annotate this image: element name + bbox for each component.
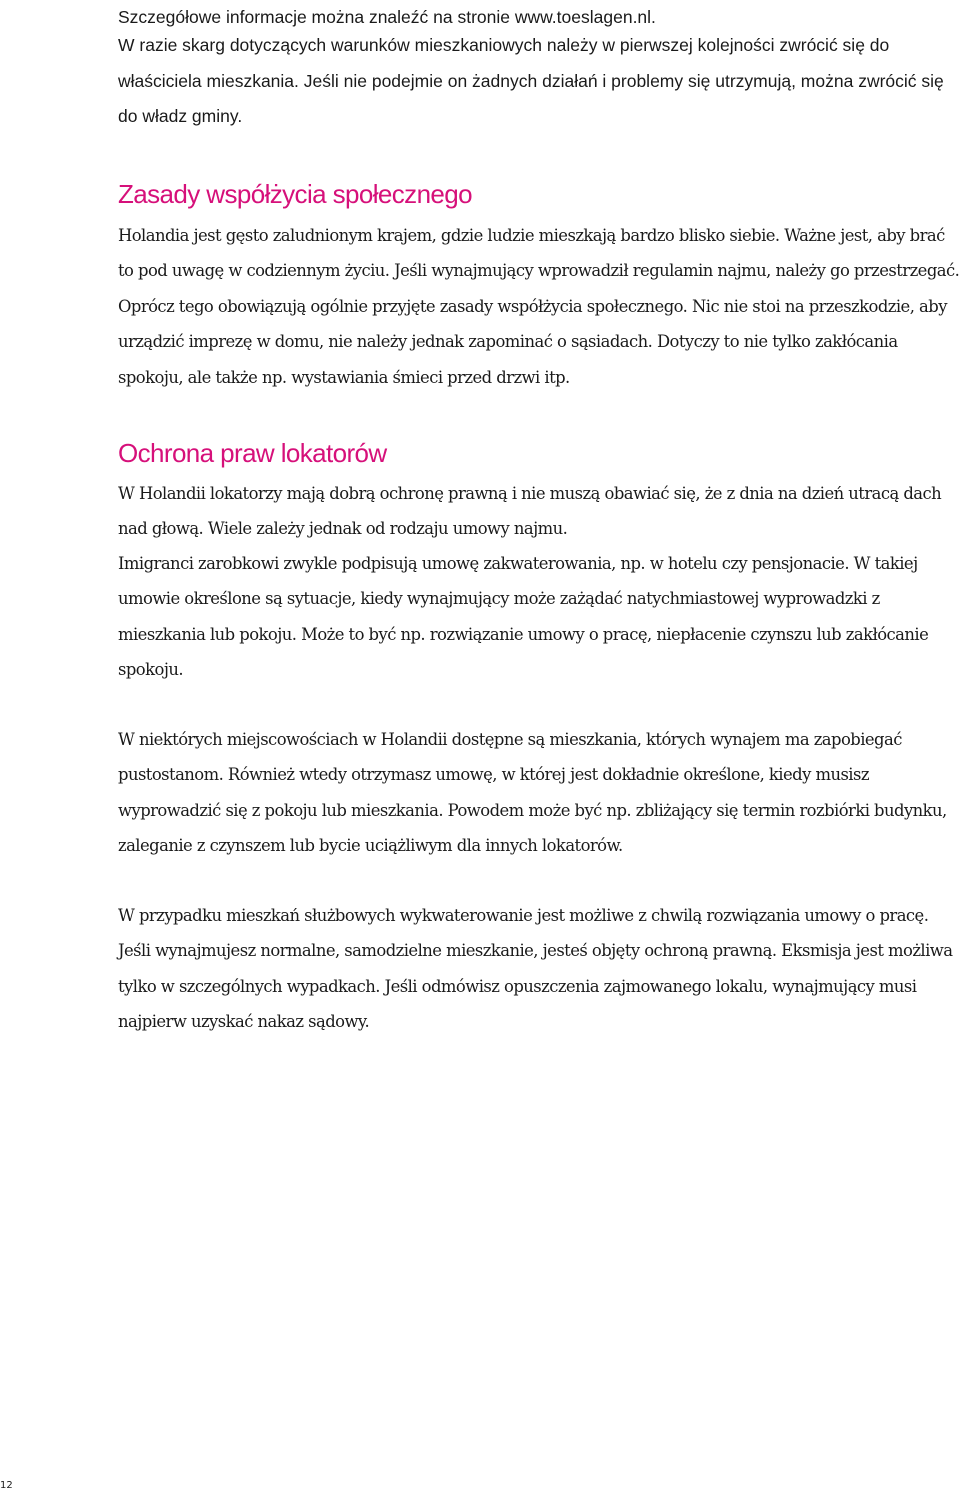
tenant-protection-paragraph-1: W Holandii lokatorzy mają dobrą ochronę prawną i nie muszą obawiać się, że z dnia na dzień utracą dach nad głową. Wiele zależy jednak od rodzaju umowy najmu. (118, 484, 942, 539)
page-number: 12 (0, 1480, 13, 1491)
section-heading-tenant-protection: Ochrona praw lokatorów (118, 438, 387, 468)
section-heading-community-rules: Zasady współżycia społecznego (118, 179, 473, 209)
community-rules-paragraph: Holandia jest gęsto zaludnionym krajem, gdzie ludzie mieszkają bardzo blisko siebie. Ważne jest, aby brać to pod uwagę w codziennym życiu. Jeśli wynajmujący wprowadził regulamin najmu, należy go przestrzegać. Oprócz tego obowiązują ogólnie przyjęte zasady współżycia społecznego. Nic nie stoi na przeszkodzie, aby urządzić imprezę w domu, nie należy jednak zapominać o sąsiadach. Dotyczy to nie tylko zakłócania spokoju, ale także np. wystawiania śmieci przed drzwi itp. (118, 226, 960, 387)
tenant-protection-paragraph-2: Imigranci zarobkowi zwykle podpisują umowę zakwaterowania, np. w hotelu czy pensjonacie. W takiej umowie określone są sytuacje, kiedy wynajmujący może zażądać natychmiastowej wyprowadzki z mieszkania lub pokoju. Może to być np. rozwiązanie umowy o pracę, niepłacenie czynszu lub zakłócanie spokoju. (118, 554, 929, 680)
intro-complaints-paragraph: W razie skarg dotyczących warunków mieszkaniowych należy w pierwszej kolejności zwrócić się do właściciela mieszkania. Jeśli nie podejmie on żadnych działań i problemy się utrzymują, można zwrócić się do władz gminy. (118, 35, 944, 126)
tenant-protection-paragraph-3: W niektórych miejscowościach w Holandii dostępne są mieszkania, których wynajem ma zapobiegać pustostanom. Również wtedy otrzymasz umowę, w której jest dokładnie określone, kiedy musisz wyprowadzić się z pokoju lub mieszkania. Powodem może być np. zbliżający się termin rozbiórki budynku, zaleganie z czynszem lub bycie uciążliwym dla innych lokatorów. (118, 730, 947, 856)
intro-website-line: Szczegółowe informacje można znaleźć na stronie www.toeslagen.nl. (118, 7, 656, 27)
tenant-protection-paragraph-4: W przypadku mieszkań służbowych wykwaterowanie jest możliwe z chwilą rozwiązania umowy o pracę. Jeśli wynajmujesz normalne, samodzielne mieszkanie, jesteś objęty ochroną prawną. Eksmisja jest możliwa tylko w szczególnych wypadkach. Jeśli odmówisz opuszczenia zajmowanego lokalu, wynajmujący musi najpierw uzyskać nakaz sądowy. (118, 906, 953, 1032)
